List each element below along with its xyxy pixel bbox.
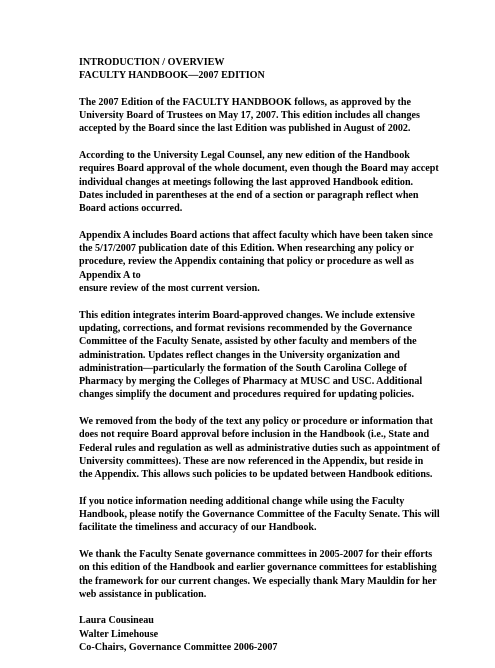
paragraph-line: According to the University Legal Counsel, any new edition of the Handbook <box>79 150 410 162</box>
body-paragraph <box>79 96 479 136</box>
paragraph-line: ensure review of the most current version. <box>79 283 260 295</box>
paragraph-line: Committee of the Faculty Senate, assisted by other faculty and members of the <box>79 336 417 348</box>
paragraph-line: administration—particularly the formation of the South Carolina College of <box>79 362 407 374</box>
paragraph-line: Board actions occurred. <box>79 203 183 215</box>
paragraph-line: Federal rules and regulation as well as administrative duties such as appointment of <box>79 442 440 454</box>
signature-title: Co-Chairs, Governance Committee 2006-2007 <box>79 642 278 654</box>
paragraph-line: facilitate the timeliness and accuracy of our Handbook. <box>79 522 317 534</box>
paragraph-line: This edition integrates interim Board-approved changes. We include extensive <box>79 309 415 321</box>
paragraph-line: the Appendix. This allows such policies to be updated between Handbook editions. <box>79 469 433 481</box>
paragraph-line: updating, corrections, and format revisions recommended by the Governance <box>79 322 413 334</box>
body-paragraph <box>79 149 479 215</box>
body-paragraph <box>79 229 479 295</box>
paragraph-line: University Board of Trustees on May 17, 2007. This edition includes all changes <box>79 110 420 122</box>
paragraph-line: requires Board approval of the whole document, even though the Board may accept <box>79 163 439 175</box>
paragraph-line: individual changes at meetings following the last approved Handbook edition. <box>79 176 414 188</box>
paragraph-line: University committees). These are now referenced in the Appendix, but reside in <box>79 455 424 467</box>
paragraph-line: changes simplify the document and procedures required for updating policies. <box>79 389 414 401</box>
paragraph-line: the framework for our current changes. We especially thank Mary Mauldin for her <box>79 575 437 587</box>
paragraph-line: Appendix A includes Board actions that affect faculty which have been taken since <box>79 229 433 241</box>
paragraphs <box>79 96 479 601</box>
paragraph-line: administration. Updates reflect changes in the University organization and <box>79 349 400 361</box>
paragraph-line: web assistance in publication. <box>79 588 207 600</box>
paragraph-line: procedure, review the Appendix containing that policy or procedure as well as <box>79 256 414 268</box>
signature-name-2: Walter Limehouse <box>79 628 159 640</box>
paragraph-line: accepted by the Board since the last Edition was published in August of 2002. <box>79 123 411 135</box>
paragraph-line: on this edition of the Handbook and earlier governance committees for establishing <box>79 562 437 574</box>
signature-name-1: Laura Cousineau <box>79 615 154 627</box>
body-paragraph <box>79 548 479 601</box>
paragraph-line: We thank the Faculty Senate governance committees in 2005-2007 for their efforts <box>79 548 433 560</box>
paragraph-line: does not require Board approval before inclusion in the Handbook (i.e., State and <box>79 429 430 441</box>
document-body <box>79 56 479 668</box>
paragraph-line: If you notice information needing additional change while using the Faculty <box>79 495 405 507</box>
heading-line-1: INTRODUCTION / OVERVIEW <box>79 57 225 68</box>
paragraph-line: Dates included in parentheses at the end of a section or paragraph reflect when <box>79 189 419 201</box>
paragraph-line: The 2007 Edition of the FACULTY HANDBOOK follows, as approved by the <box>79 96 412 108</box>
paragraph-line: the 5/17/2007 publication date of this Edition. When researching any policy or <box>79 243 414 255</box>
paragraph-line: Handbook, please notify the Governance Committee of the Faculty Senate. This will <box>79 509 440 521</box>
paragraph-line: Appendix A to <box>79 269 141 281</box>
paragraph-line: Pharmacy by merging the Colleges of Pharmacy at MUSC and USC. Additional <box>79 376 423 388</box>
signature-block <box>79 614 479 654</box>
heading-line-2: FACULTY HANDBOOK—2007 EDITION <box>79 70 265 82</box>
body-paragraph <box>79 309 479 402</box>
paragraph-line: We removed from the body of the text any policy or procedure or information that <box>79 416 433 428</box>
document-heading <box>79 56 479 83</box>
body-paragraph <box>79 495 479 535</box>
body-paragraph <box>79 415 479 481</box>
